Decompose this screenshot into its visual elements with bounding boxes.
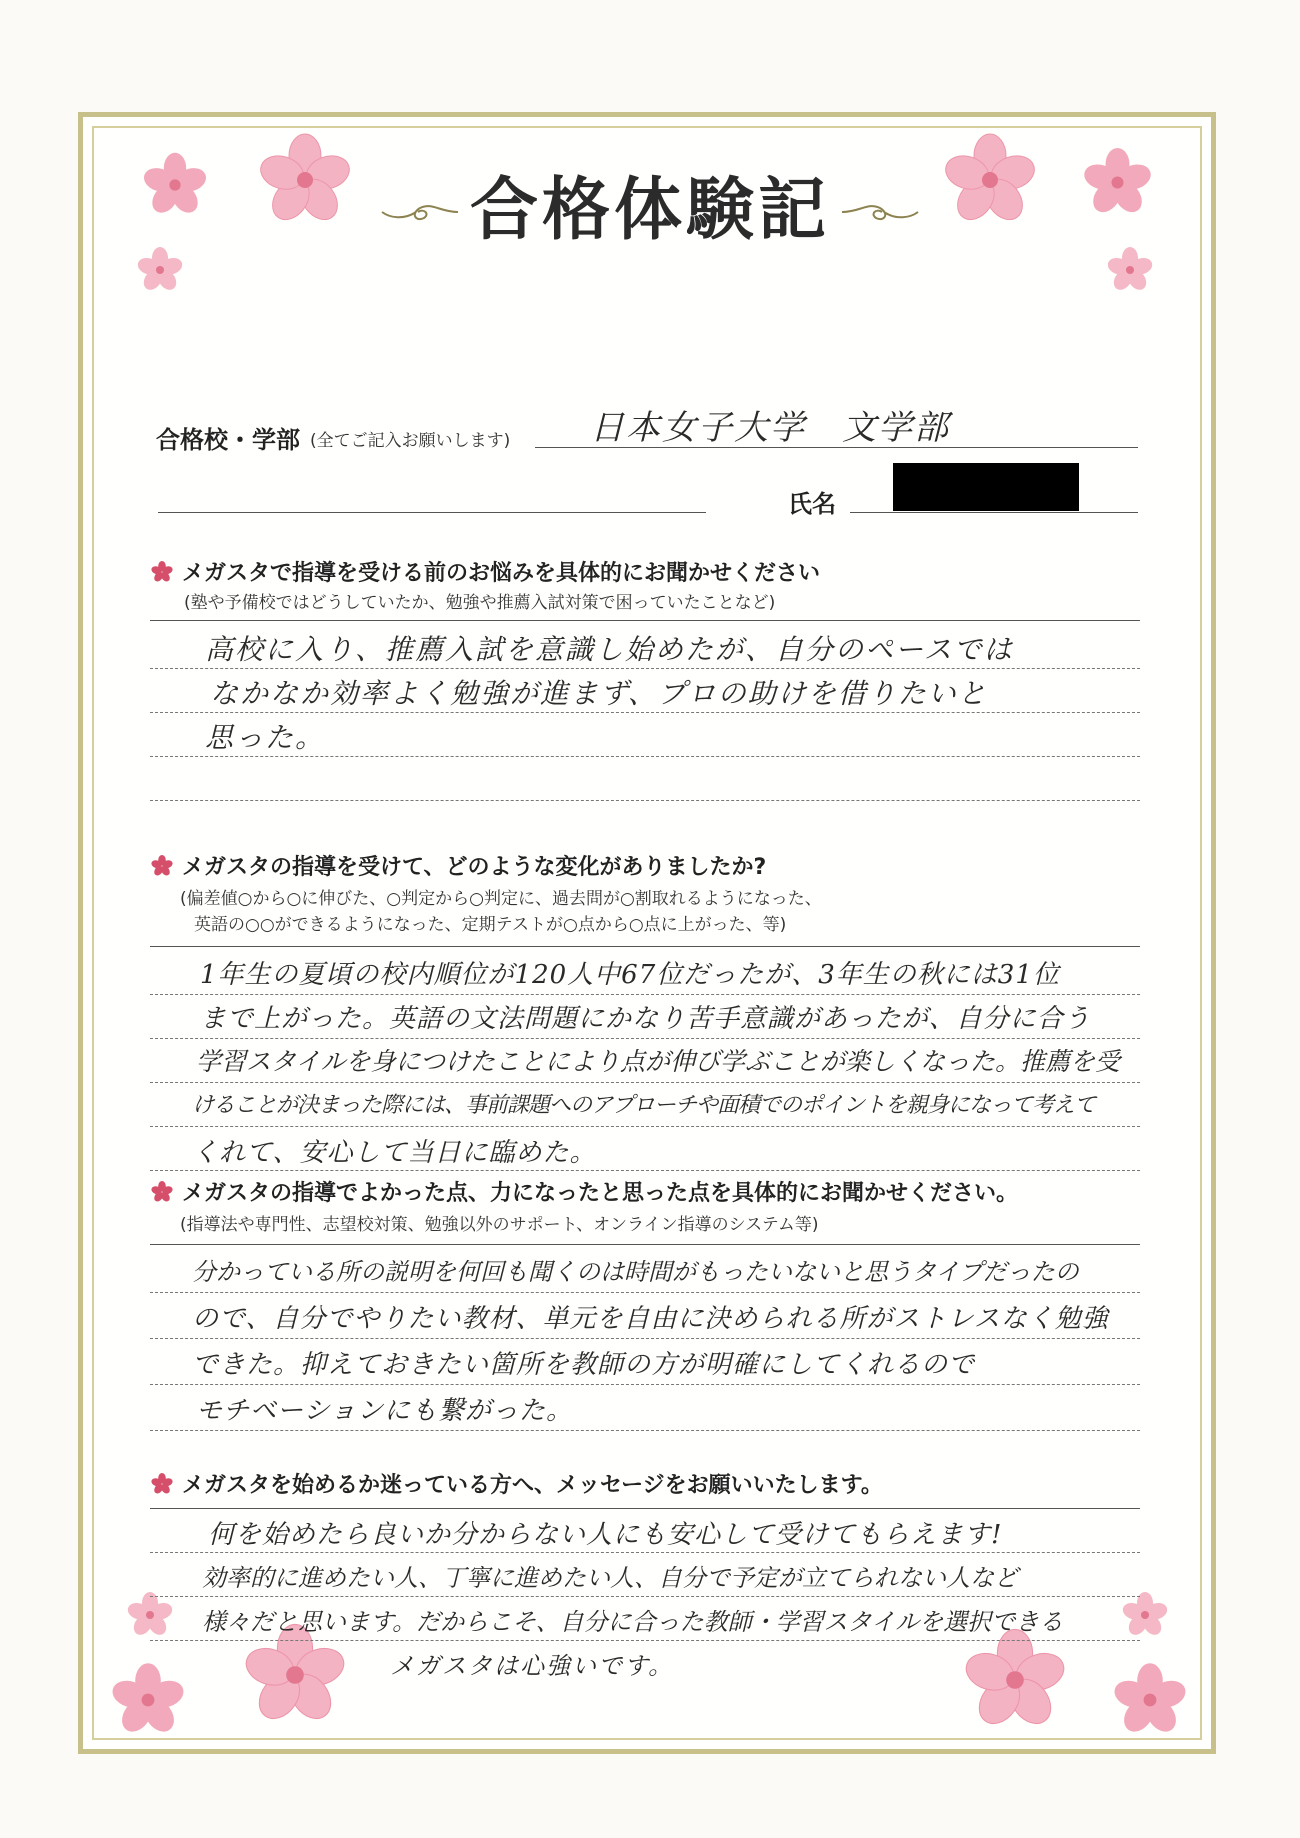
cherry-blossom-icon xyxy=(135,245,185,295)
q3-line-4: モチベーションにも繋がった。 xyxy=(196,1396,573,1426)
rule-line xyxy=(150,1292,1140,1293)
q1-heading-text: メガスタで指導を受ける前のお悩みを具体的にお聞かせください xyxy=(182,561,821,586)
q3-top-rule xyxy=(150,1244,1140,1245)
rule-line xyxy=(150,994,1140,995)
blossom-bullet-icon xyxy=(150,560,174,584)
q2-subheading-1: (偏差値○から○に伸びた、○判定から○判定に、過去問が○割取れるようになった、 xyxy=(180,889,822,909)
q1-line-3: 思った。 xyxy=(205,721,326,754)
rule-line xyxy=(150,1082,1140,1083)
page-title: 合格体験記 xyxy=(469,170,830,250)
extra-underline xyxy=(158,512,706,513)
rule-line xyxy=(150,1640,1140,1641)
school-label: 合格校・学部 xyxy=(156,426,300,454)
rule-line xyxy=(150,712,1140,713)
q2-line-3: 学習スタイルを身につけたことにより点が伸び学ぶことが楽しくなった。推薦を受 xyxy=(196,1047,1121,1076)
q1-heading xyxy=(150,556,820,587)
q4-line-3: 様々だと思います。だからこそ、自分に合った教師・学習スタイルを選択できる xyxy=(202,1608,1064,1636)
blossom-bullet-icon xyxy=(150,1472,174,1496)
school-note: (全てご記入お願いします) xyxy=(310,431,511,451)
blossom-bullet-icon xyxy=(150,854,174,878)
q3-heading-text: メガスタの指導でよかった点、力になったと思った点を具体的にお聞かせください。 xyxy=(182,1181,1019,1206)
q4-line-4: メガスタは心強いです。 xyxy=(390,1652,675,1680)
q4-heading xyxy=(150,1468,883,1499)
name-label: 氏名 xyxy=(788,490,836,518)
q2-line-4: けることが決まった際には、事前課題へのアプローチや面積でのポイントを親身になって考えて xyxy=(192,1093,1096,1118)
q1-line-2: なかなか効率よく勉強が進まず、プロの助けを借りたいと xyxy=(210,677,988,710)
cherry-blossom-icon xyxy=(140,150,210,220)
name-underline xyxy=(850,512,1138,513)
q4-line-2: 効率的に進めたい人、丁寧に進めたい人、自分で予定が立てられない人など xyxy=(202,1564,1018,1592)
q3-subheading: (指導法や専門性、志望校対策、勉強以外のサポート、オンライン指導のシステム等) xyxy=(180,1215,819,1235)
q4-heading-text: メガスタを始めるか迷っている方へ、メッセージをお願いいたします。 xyxy=(182,1473,883,1498)
q2-top-rule xyxy=(150,946,1140,947)
flourish-right-icon xyxy=(840,200,920,224)
q1-top-rule xyxy=(150,620,1140,621)
q4-top-rule xyxy=(150,1508,1140,1509)
cherry-blossom-icon xyxy=(1080,145,1155,220)
school-value: 日本女子大学 文学部 xyxy=(590,408,950,448)
cherry-blossom-icon xyxy=(1110,1660,1190,1740)
q2-heading xyxy=(150,850,766,881)
school-underline xyxy=(535,447,1138,448)
rule-line xyxy=(150,1126,1140,1127)
q1-line-1: 高校に入り、推薦入試を意識し始めたが、自分のペースでは xyxy=(205,633,1014,666)
rule-line xyxy=(150,1552,1140,1553)
rule-line xyxy=(150,668,1140,669)
q2-line-2: まで上がった。英語の文法問題にかなり苦手意識があったが、自分に合う xyxy=(200,1004,1091,1034)
q4-line-1: 何を始めたら良いか分からない人にも安心して受けてもらえます! xyxy=(208,1520,1003,1550)
redacted-name-box xyxy=(893,463,1079,511)
cherry-blossom-icon xyxy=(1120,1590,1170,1640)
rule-line xyxy=(150,1430,1140,1431)
q2-subheading-2: 英語の○○ができるようになった、定期テストが○点から○点に上がった、等) xyxy=(194,915,787,935)
cherry-blossom-icon xyxy=(255,130,355,230)
rule-line xyxy=(150,1338,1140,1339)
q2-heading-text: メガスタの指導を受けて、どのような変化がありましたか? xyxy=(182,855,767,880)
q3-line-2: ので、自分でやりたい教材、単元を自由に決められる所がストレスなく勉強 xyxy=(192,1304,1109,1334)
cherry-blossom-icon xyxy=(108,1660,188,1740)
blossom-bullet-icon xyxy=(150,1180,174,1204)
q3-heading xyxy=(150,1176,1018,1207)
q3-line-3: できた。抑えておきたい箇所を教師の方が明確にしてくれるので xyxy=(192,1350,976,1380)
cherry-blossom-icon xyxy=(960,1625,1070,1735)
title-row xyxy=(380,160,920,260)
q2-line-1: 1年生の夏頃の校内順位が120人中67位だったが、3年生の秋には31位 xyxy=(200,960,1060,990)
rule-line xyxy=(150,800,1140,801)
rule-line xyxy=(150,1170,1140,1171)
q2-line-5: くれて、安心して当日に臨めた。 xyxy=(192,1138,597,1168)
rule-line xyxy=(150,1384,1140,1385)
cherry-blossom-icon xyxy=(940,130,1040,230)
q3-line-1: 分かっている所の説明を何回も聞くのは時間がもったいないと思うタイプだったの xyxy=(192,1258,1079,1286)
rule-line xyxy=(150,1596,1140,1597)
q1-subheading: (塾や予備校ではどうしていたか、勉強や推薦入試対策で困っていたことなど) xyxy=(184,593,776,613)
flourish-left-icon xyxy=(380,200,460,224)
rule-line xyxy=(150,756,1140,757)
cherry-blossom-icon xyxy=(125,1590,175,1640)
cherry-blossom-icon xyxy=(1105,245,1155,295)
rule-line xyxy=(150,1038,1140,1039)
